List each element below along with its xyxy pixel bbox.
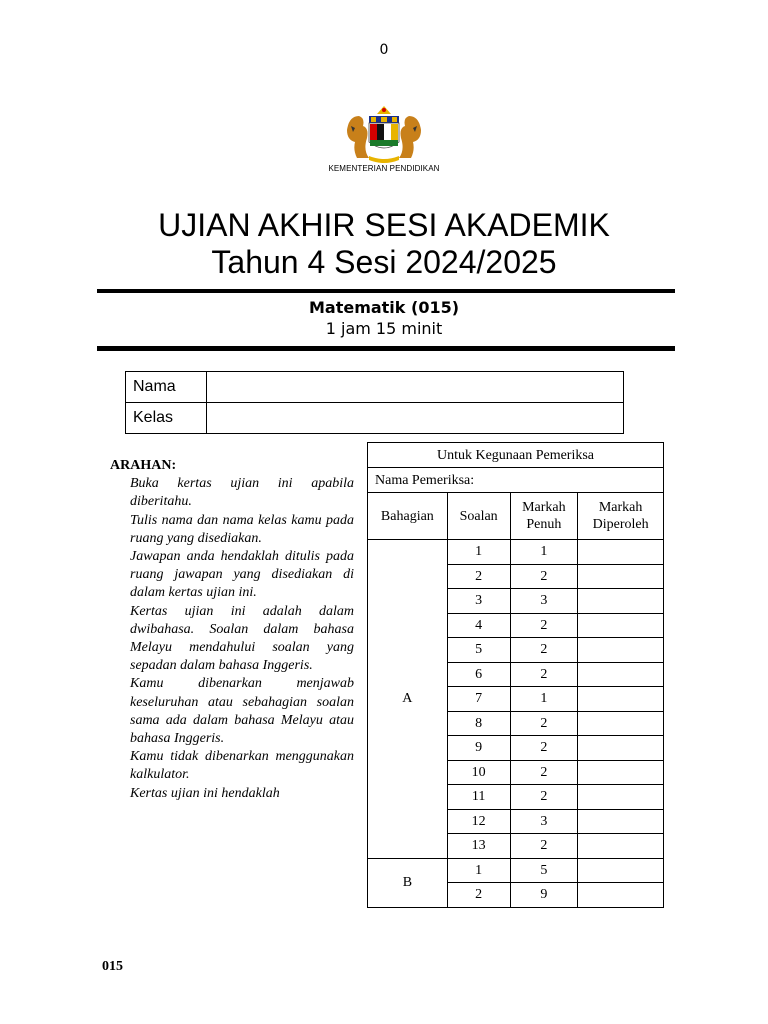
class-label: Kelas [126,403,207,434]
full-marks-cell: 1 [510,540,578,565]
question-number-cell: 6 [447,662,510,687]
table-row [368,858,664,883]
obtained-marks-cell[interactable] [578,883,664,908]
full-marks-cell: 2 [510,785,578,810]
question-number-cell: 2 [447,564,510,589]
exam-duration: 1 jam 15 minit [325,319,443,338]
table-row [368,540,664,565]
question-number-cell: 9 [447,736,510,761]
obtained-marks-line1: Markah [598,500,643,515]
instruction-item: Buka kertas ujian ini apabila diberitahu. [130,476,354,510]
instruction-item: Tulis nama dan nama kelas kamu pada ruang yang disediakan. [130,512,354,546]
obtained-marks-cell[interactable] [578,613,664,638]
subject-title: Matematik (015) [308,298,460,317]
question-number-cell: 7 [447,687,510,712]
class-field[interactable] [207,403,624,434]
student-identity-table [125,371,624,434]
instruction-item: Jawapan anda hendaklah ditulis pada ruang jawapan yang disediakan di dalam kertas ujian ini. [130,549,354,601]
examiner-marks-table [367,442,664,908]
name-field[interactable] [207,372,624,403]
question-number-cell: 8 [447,711,510,736]
question-number-cell: 1 [447,540,510,565]
full-marks-cell: 2 [510,613,578,638]
obtained-marks-cell[interactable] [578,564,664,589]
name-row [126,372,624,403]
full-marks-cell: 2 [510,564,578,589]
column-header-section: Bahagian [368,493,448,540]
obtained-marks-cell[interactable] [578,858,664,883]
exam-title: UJIAN AKHIR SESI AKADEMIK [158,207,610,243]
instruction-item: Kertas ujian ini adalah dalam dwibahasa. Soalan dalam bahasa Melayu mendahului soalan yang sepadan dalam bahasa Inggeris. [130,603,354,674]
obtained-marks-cell[interactable] [578,809,664,834]
full-marks-cell: 2 [510,638,578,663]
ministry-name: KEMENTERIAN PENDIDIKAN [328,164,440,173]
obtained-marks-cell[interactable] [578,687,664,712]
full-marks-line1: Markah [522,500,566,515]
obtained-marks-cell[interactable] [578,589,664,614]
obtained-marks-cell[interactable] [578,540,664,565]
section-cell: B [368,858,448,907]
divider-bottom [97,346,675,351]
examiner-name-label: Nama Pemeriksa: [368,468,664,493]
name-label: Nama [126,372,207,403]
full-marks-cell: 3 [510,809,578,834]
obtained-marks-cell[interactable] [578,834,664,859]
instructions-panel [110,457,354,803]
question-number-cell: 2 [447,883,510,908]
full-marks-cell: 2 [510,662,578,687]
question-number-cell: 1 [447,858,510,883]
exam-session: Tahun 4 Sesi 2024/2025 [211,244,557,280]
obtained-marks-line2: Diperoleh [592,517,649,532]
obtained-marks-cell[interactable] [578,662,664,687]
instruction-item: Kertas ujian ini hendaklah [130,785,280,801]
full-marks-cell: 3 [510,589,578,614]
full-marks-cell: 1 [510,687,578,712]
full-marks-cell: 5 [510,858,578,883]
instructions-list [110,475,354,803]
section-cell: A [368,540,448,859]
class-row [126,403,624,434]
divider-top-thick [97,290,675,293]
full-marks-cell: 2 [510,736,578,761]
instruction-item: Kamu tidak dibenarkan menggunakan kalkulator. [130,749,354,783]
full-marks-cell: 2 [510,760,578,785]
question-number-cell: 4 [447,613,510,638]
obtained-marks-cell[interactable] [578,638,664,663]
obtained-marks-cell[interactable] [578,711,664,736]
obtained-marks-cell[interactable] [578,785,664,810]
page-number: 0 [379,42,389,58]
footer-paper-code: 015 [102,959,123,974]
instruction-item: Kamu dibenarkan menjawab keseluruhan atau sebahagian soalan sama ada dalam bahasa Melayu atau bahasa Inggeris. [130,676,354,747]
column-header-question: Soalan [447,493,510,540]
column-header-obtained-marks [578,493,664,540]
obtained-marks-cell[interactable] [578,760,664,785]
column-header-full-marks [510,493,578,540]
instructions-title: ARAHAN: [110,458,177,473]
full-marks-cell: 9 [510,883,578,908]
question-number-cell: 5 [447,638,510,663]
question-number-cell: 10 [447,760,510,785]
examiner-table-title: Untuk Kegunaan Pemeriksa [368,443,664,468]
question-number-cell: 13 [447,834,510,859]
full-marks-cell: 2 [510,834,578,859]
question-number-cell: 11 [447,785,510,810]
malaysia-coat-of-arms-logo [343,104,425,166]
question-number-cell: 12 [447,809,510,834]
obtained-marks-cell[interactable] [578,736,664,761]
question-number-cell: 3 [447,589,510,614]
full-marks-line2: Penuh [526,517,562,532]
column-header-row [368,493,664,540]
full-marks-cell: 2 [510,711,578,736]
